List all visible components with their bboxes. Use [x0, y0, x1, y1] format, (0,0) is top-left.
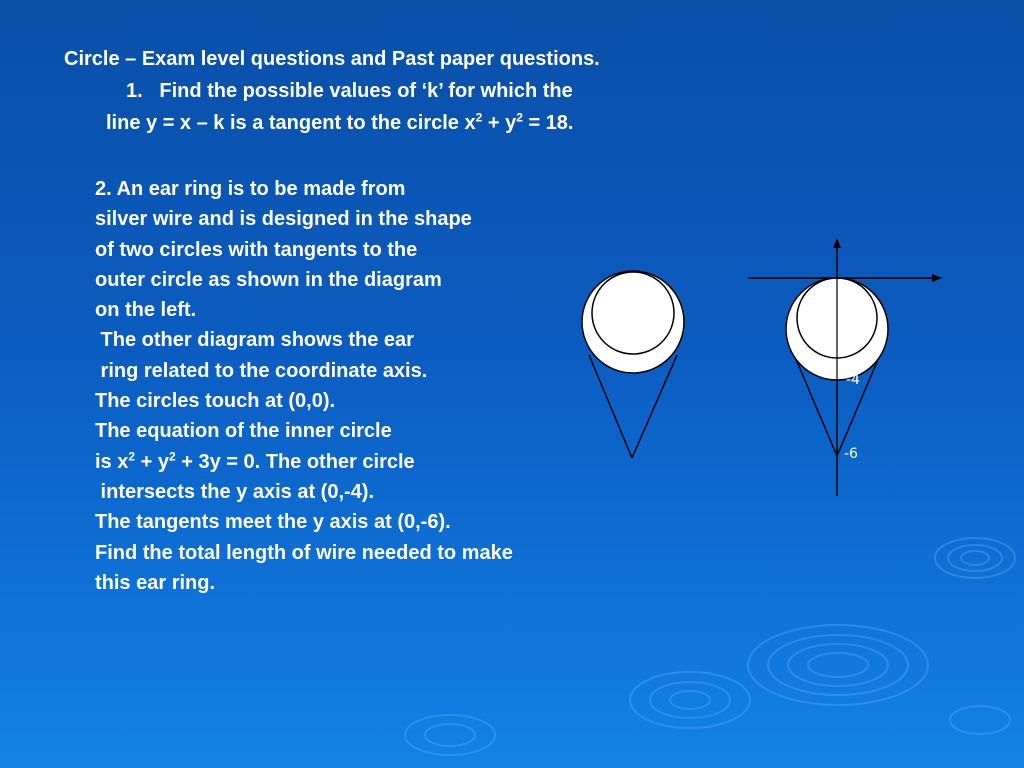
question-2-line: 2. An ear ring is to be made from — [95, 178, 406, 200]
slide-heading: Circle – Exam level questions and Past paper questions. — [64, 48, 600, 70]
equation-text-c: + 3y = 0. The other circle — [175, 450, 415, 473]
question-2-line: Find the total length of wire needed to make — [95, 541, 513, 564]
equation-text-b: + y — [135, 450, 169, 473]
question-2-line: The equation of the inner circle — [95, 420, 392, 443]
superscript: 2 — [516, 110, 523, 125]
question-2-line: The other diagram shows the ear — [95, 329, 414, 352]
question-1-text-2b: + y — [482, 112, 517, 134]
question-2-line: The tangents meet the y axis at (0,-6). — [95, 511, 451, 534]
question-1-number: 1. — [126, 80, 143, 102]
question-2-line: silver wire and is designed in the shape — [95, 208, 472, 231]
superscript: 2 — [168, 449, 176, 464]
earring-diagram-coordinate — [748, 238, 942, 496]
label-minus-4: -4 — [846, 372, 860, 388]
earring-diagram-left — [582, 271, 684, 458]
question-1-text-2a: line y = x – k is a tangent to the circle x — [106, 112, 476, 134]
question-2-line: ring related to the coordinate axis. — [95, 359, 428, 382]
question-2-line: this ear ring. — [95, 571, 216, 594]
question-2-line: on the left. — [95, 299, 197, 322]
label-minus-6: -6 — [844, 446, 858, 462]
question-2-line: The circles touch at (0,0). — [95, 390, 336, 413]
question-2-line: outer circle as shown in the diagram — [95, 268, 442, 291]
superscript: 2 — [128, 449, 136, 464]
question-2-line: of two circles with tangents to the — [95, 238, 418, 261]
inner-circle — [592, 272, 674, 354]
x-axis-arrow — [932, 274, 942, 282]
question-1-text-2c: = 18. — [522, 112, 574, 134]
equation-text-a: is x — [95, 450, 129, 473]
question-2-line: intersects the y axis at (0,-4). — [95, 480, 375, 503]
question-1-text-1: Find the possible values of ‘k’ for which the — [159, 80, 573, 102]
y-axis-arrow — [833, 238, 841, 248]
superscript: 2 — [475, 110, 483, 125]
